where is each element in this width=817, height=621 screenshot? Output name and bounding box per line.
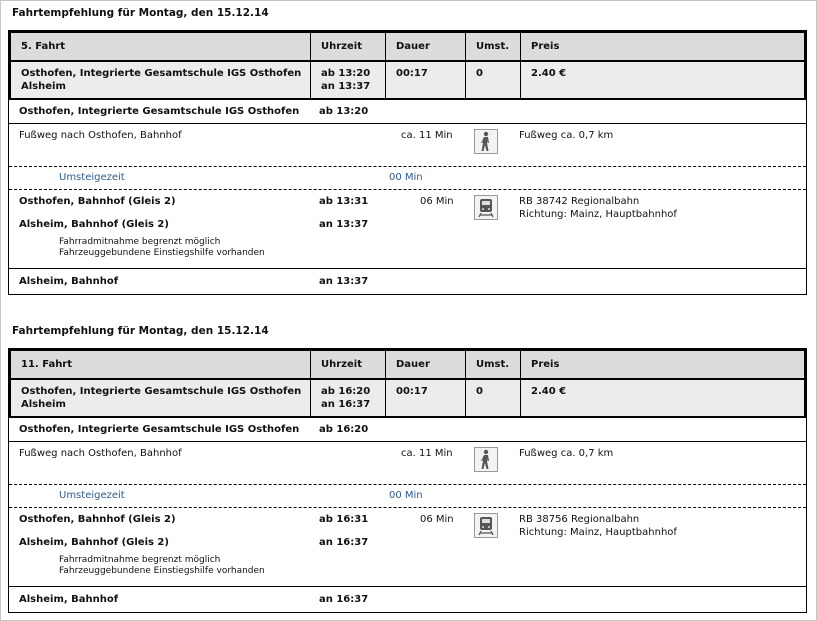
train-dep: ab 13:31 [319, 196, 369, 207]
summary-to: Alsheim [21, 399, 66, 410]
start-stop: Osthofen, Integrierte Gesamtschule IGS Osthofen [19, 424, 300, 435]
header-fahrt: 5. Fahrt [21, 41, 66, 52]
header-uhrzeit: Uhrzeit [321, 41, 362, 52]
summary-arr: an 13:37 [321, 81, 371, 92]
summary-from: Osthofen, Integrierte Gesamtschule IGS Osthofen [21, 386, 302, 397]
train-to: Alsheim, Bahnhof (Gleis 2) [19, 537, 169, 548]
result-heading: Fahrtempfehlung für Montag, den 15.12.14 [12, 325, 269, 337]
end-stop: Alsheim, Bahnhof [19, 276, 119, 287]
summary-dauer: 00:17 [396, 386, 428, 397]
train-line: RB 38756 Regionalbahn [519, 514, 640, 525]
train-line: RB 38742 Regionalbahn [519, 196, 640, 207]
transfer-label: Umsteigezeit [59, 172, 125, 183]
header-uhrzeit: Uhrzeit [321, 359, 362, 370]
walk-info: Fußweg ca. 0,7 km [519, 448, 614, 459]
header-dauer: Dauer [396, 359, 430, 370]
train-arr: an 13:37 [319, 219, 369, 230]
table-header [9, 349, 806, 380]
end-time: an 13:37 [319, 276, 369, 287]
train-note-access: Fahrzeuggebundene Einstiegshilfe vorhanden [59, 248, 265, 258]
summary-from: Osthofen, Integrierte Gesamtschule IGS Osthofen [21, 68, 302, 79]
train-duration: 06 Min [420, 196, 454, 207]
train-note-bike: Fahrradmitnahme begrenzt möglich [59, 237, 221, 247]
walk-text: Fußweg nach Osthofen, Bahnhof [19, 448, 182, 459]
header-umst: Umst. [476, 41, 510, 52]
summary-dep: ab 16:20 [321, 386, 371, 397]
walk-text: Fußweg nach Osthofen, Bahnhof [19, 130, 182, 141]
summary-dauer: 00:17 [396, 68, 428, 79]
start-time: ab 16:20 [319, 424, 369, 435]
transfer-duration: 00 Min [389, 490, 423, 501]
transfer-duration: 00 Min [389, 172, 423, 183]
train-note-bike: Fahrradmitnahme begrenzt möglich [59, 555, 221, 565]
header-dauer: Dauer [396, 41, 430, 52]
result-heading: Fahrtempfehlung für Montag, den 15.12.14 [12, 7, 269, 19]
train-icon [474, 195, 498, 220]
end-stop: Alsheim, Bahnhof [19, 594, 119, 605]
train-to: Alsheim, Bahnhof (Gleis 2) [19, 219, 169, 230]
end-time: an 16:37 [319, 594, 369, 605]
walk-duration: ca. 11 Min [401, 130, 453, 141]
connection-summary[interactable] [9, 380, 806, 418]
table-header [9, 31, 806, 62]
header-umst: Umst. [476, 359, 510, 370]
connection-table [8, 348, 807, 613]
summary-to: Alsheim [21, 81, 66, 92]
train-duration: 06 Min [420, 514, 454, 525]
start-stop: Osthofen, Integrierte Gesamtschule IGS Osthofen [19, 106, 300, 117]
connection-table [8, 30, 807, 295]
walk-info: Fußweg ca. 0,7 km [519, 130, 614, 141]
summary-preis: 2.40 € [531, 386, 567, 397]
header-preis: Preis [531, 359, 560, 370]
train-dep: ab 16:31 [319, 514, 369, 525]
start-time: ab 13:20 [319, 106, 369, 117]
train-from: Osthofen, Bahnhof (Gleis 2) [19, 514, 176, 525]
train-icon [474, 513, 498, 538]
train-arr: an 16:37 [319, 537, 369, 548]
header-preis: Preis [531, 41, 560, 52]
summary-umst: 0 [476, 386, 483, 397]
summary-umst: 0 [476, 68, 483, 79]
connection-summary[interactable] [9, 62, 806, 100]
walk-icon [474, 129, 498, 154]
walk-icon [474, 447, 498, 472]
transfer-label: Umsteigezeit [59, 490, 125, 501]
train-from: Osthofen, Bahnhof (Gleis 2) [19, 196, 176, 207]
train-direction: Richtung: Mainz, Hauptbahnhof [519, 527, 677, 538]
train-direction: Richtung: Mainz, Hauptbahnhof [519, 209, 677, 220]
summary-preis: 2.40 € [531, 68, 567, 79]
summary-arr: an 16:37 [321, 399, 371, 410]
walk-duration: ca. 11 Min [401, 448, 453, 459]
summary-dep: ab 13:20 [321, 68, 371, 79]
header-fahrt: 11. Fahrt [21, 359, 73, 370]
train-note-access: Fahrzeuggebundene Einstiegshilfe vorhanden [59, 566, 265, 576]
